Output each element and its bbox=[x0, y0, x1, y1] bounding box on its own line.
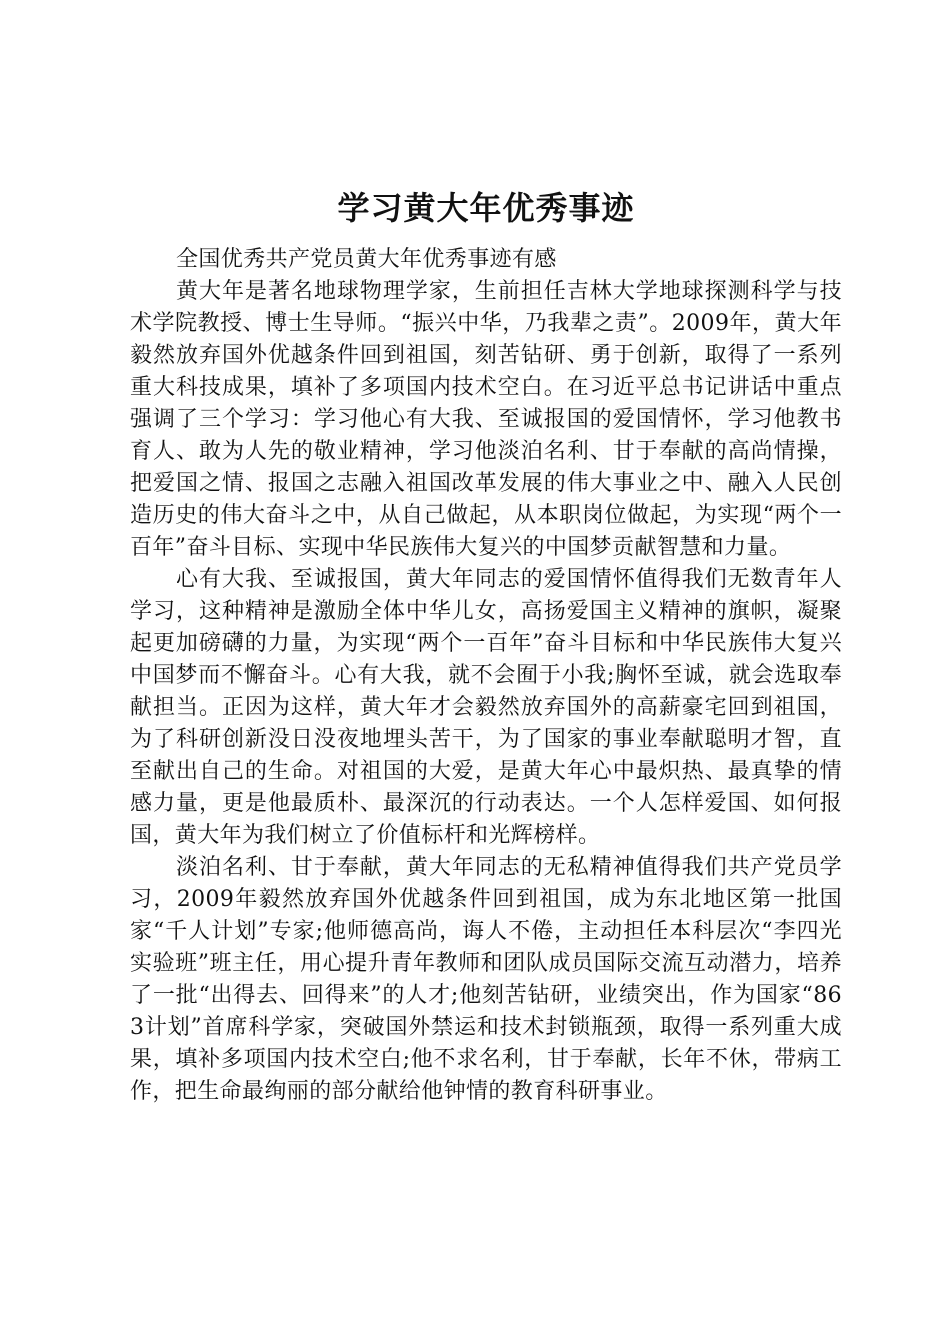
document-title: 学习黄大年优秀事迹 bbox=[337, 189, 635, 227]
body-paragraph-1: 黄大年是著名地球物理学家，生前担任吉林大学地球探测科学与技术学院教授、博士生导师。“振兴中华，乃我辈之责”。2009年，黄大年毅然放弃国外优越条件回到祖国，刻苦钻研、勇于创新，取得了一系列重大科技成果，填补了多项国内技术空白。在习近平总书记讲话中重点强调了三个学习：学习他心有大我、至诚报国的爱国情怀，学习他教书育人、敢为人先的敬业精神，学习他淡泊名利、甘于奉献的高尚情操，把爱国之情、报国之志融入祖国改革发展的伟大事业之中、融入人民创造历史的伟大奋斗之中，从自己做起，从本职岗位做起，为实现“两个一百年”奋斗目标、实现中华民族伟大复兴的中国梦贡献智慧和力量。 bbox=[130, 279, 842, 560]
body-paragraph-2: 心有大我、至诚报国，黄大年同志的爱国情怀值得我们无数青年人学习，这种精神是激励全体中华儿女，高扬爱国主义精神的旗帜，凝聚起更加磅礴的力量，为实现“两个一百年”奋斗目标和中华民族伟大复兴中国梦而不懈奋斗。心有大我，就不会囿于小我;胸怀至诚，就会选取奉献担当。正因为这样，黄大年才会毅然放弃国外的高薪豪宅回到祖国，为了科研创新没日没夜地埋头苦干，为了国家的事业奉献聪明才智，直至献出自己的生命。对祖国的大爱，是黄大年心中最炽热、最真挚的情感力量，更是他最质朴、最深沉的行动表达。一个人怎样爱国、如何报国，黄大年为我们树立了价值标杆和光辉榜样。 bbox=[130, 567, 842, 848]
subtitle-paragraph: 全国优秀共产党员黄大年优秀事迹有感 bbox=[176, 247, 557, 272]
body-paragraph-3: 淡泊名利、甘于奉献，黄大年同志的无私精神值得我们共产党员学习，2009年毅然放弃国外优越条件回到祖国，成为东北地区第一批国家“千人计划”专家;他师德高尚，诲人不倦，主动担任本科层次“李四光实验班”班主任，用心提升青年教师和团队成员国际交流互动潜力，培养了一批“出得去、回得来”的人才;他刻苦钻研，业绩突出，作为国家“863计划”首席科学家，突破国外禁运和技术封锁瓶颈，取得一系列重大成果，填补多项国内技术空白;他不求名利，甘于奉献，长年不休，带病工作，把生命最绚丽的部分献给他钟情的教育科研事业。 bbox=[130, 855, 842, 1104]
document-page bbox=[130, 182, 842, 1108]
